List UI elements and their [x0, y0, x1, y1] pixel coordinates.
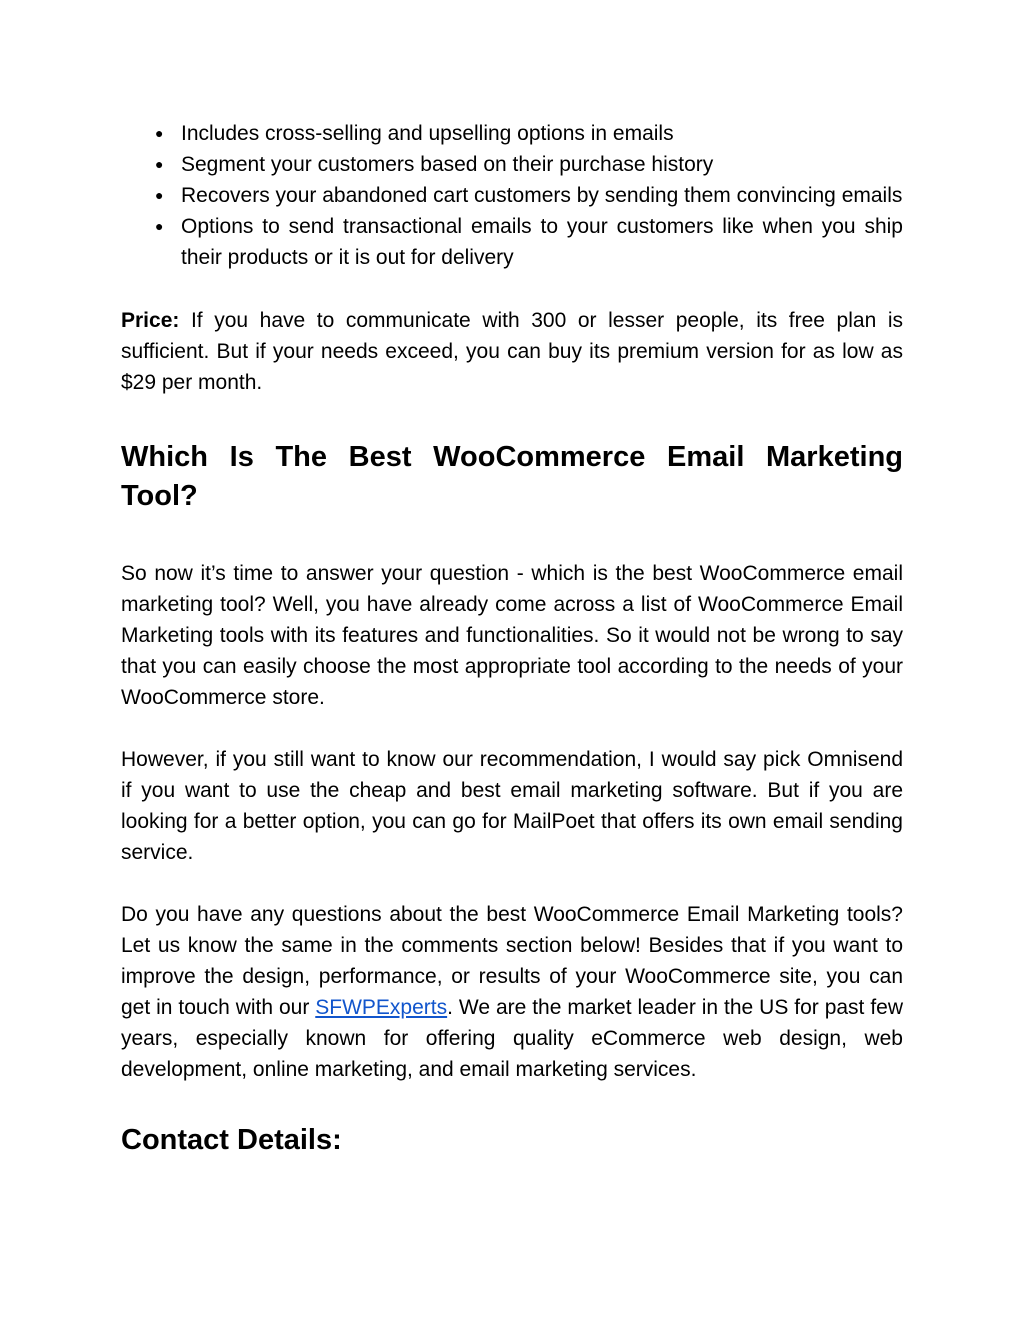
bullet-icon: ● — [155, 218, 164, 234]
sfwpexperts-link[interactable]: SFWPExperts — [315, 996, 448, 1019]
price-text: If you have to communicate with 300 or lesser people, its free plan is sufficient. But if your needs exceed, you can buy its premium version for as low as $29 per month. — [121, 309, 903, 394]
list-item-text: Includes cross-selling and upselling options in emails — [181, 122, 674, 145]
paragraph-questions-text-before: Do you have any questions about the best WooCommerce Email Marketing tools? Let us know the same in the comments section below! Besides that if you want to improve the design, performance, or results of your WooCommerce site, you can get in touch with our — [121, 903, 903, 1019]
paragraph-questions — [121, 899, 903, 1085]
price-label: Price: — [121, 309, 180, 332]
paragraph-recommendation: However, if you still want to know our recommendation, I would say pick Omnisend if you want to use the cheap and best email marketing software. But if you are looking for a better option, you can go for MailPoet that offers its own email sending service. — [121, 748, 903, 864]
bullet-icon: ● — [155, 187, 164, 203]
feature-list — [121, 118, 903, 273]
section-heading-contact: Contact Details: — [121, 1124, 342, 1156]
list-item — [121, 211, 903, 273]
list-item — [121, 180, 903, 211]
list-item-text: Options to send transactional emails to your customers like when you ship their products or it is out for delivery — [181, 215, 903, 269]
document-content — [121, 118, 903, 1160]
bullet-icon: ● — [155, 125, 164, 141]
list-item — [121, 149, 903, 180]
paragraph-answer: So now it’s time to answer your question - which is the best WooCommerce email marketing tool? Well, you have already come across a list of WooCommerce Email Marketing tools with its features and functionalities. So it would not be wrong to say that you can easily choose the most appropriate tool according to the needs of your WooCommerce store. — [121, 562, 903, 709]
section-heading-best-tool: Which Is The Best WooCommerce Email Marketing Tool? — [121, 441, 903, 512]
list-item — [121, 118, 903, 149]
list-item-text: Segment your customers based on their purchase history — [181, 153, 714, 176]
price-paragraph — [121, 305, 903, 398]
paragraph-questions-text-after: . We are the market leader in the US for past few years, especially known for offering quality eCommerce web design, web development, online marketing, and email marketing services. — [121, 996, 903, 1081]
bullet-icon: ● — [155, 156, 164, 172]
list-item-text: Recovers your abandoned cart customers by sending them convincing emails — [181, 184, 903, 207]
